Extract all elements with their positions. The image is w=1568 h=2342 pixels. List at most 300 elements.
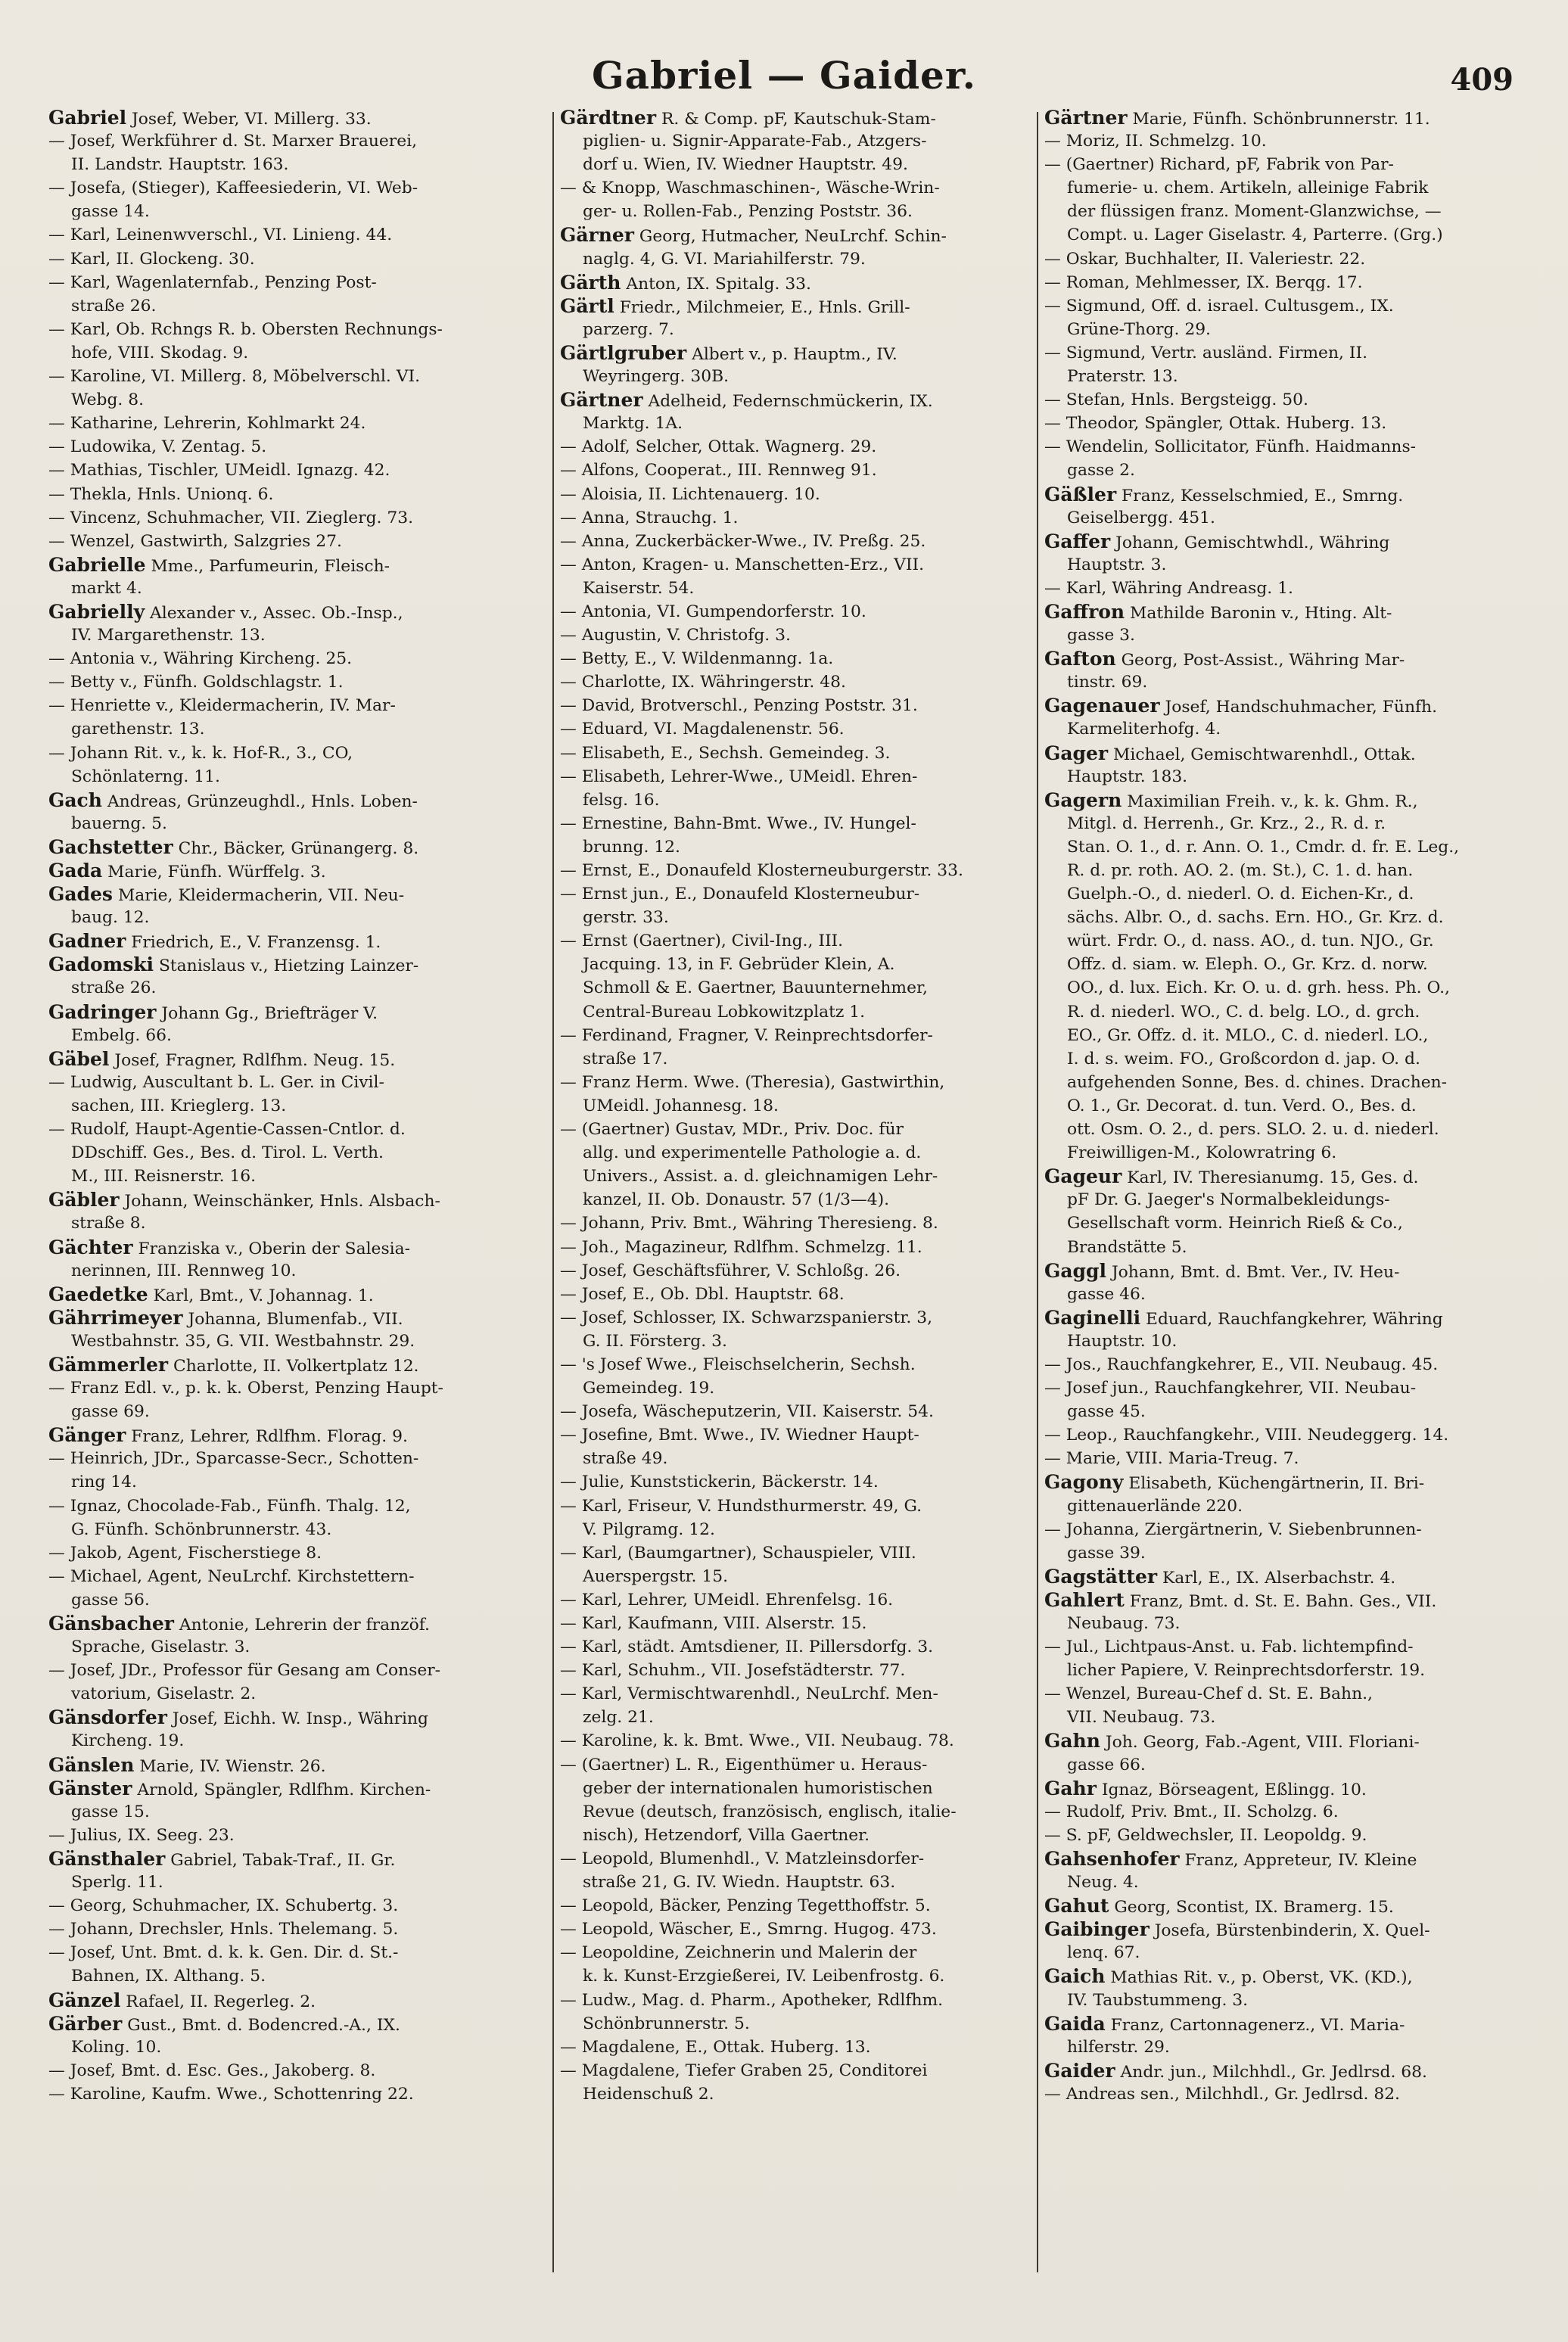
entry-continuation-line [560, 1188, 1037, 1211]
entry-text: — Betty, E., V. Wildenmanng. 1a. [560, 649, 834, 669]
entry-line [48, 1071, 525, 1094]
entry-continuation-line [48, 1871, 525, 1894]
entry-text: — Karl, Leinenwverschl., VI. Linieng. 44. [48, 225, 393, 245]
entry-text: felsg. 16. [583, 790, 660, 810]
entry-text: Eduard, Rauchfangkehrer, Währing [1140, 1309, 1443, 1329]
entry-line [560, 1541, 1037, 1565]
entry-text: — Michael, Agent, NeuLrchf. Kirchstettern- [48, 1566, 415, 1586]
entry-line [560, 1588, 1037, 1612]
entry-text: — Anton, Kragen- u. Manschetten-Erz., VII. [560, 555, 925, 574]
entry-text: — Leopold, Blumenhdl., V. Matzleinsdorfer- [560, 1849, 925, 1868]
entry-continuation-line [560, 318, 1037, 341]
entry-heading-line [1044, 1847, 1514, 1871]
entry-text: — S. pF, Geldwechsler, II. Leopoldg. 9. [1044, 1825, 1367, 1845]
entry-text: Gesellschaft vorm. Heinrich Rieß & Co., [1067, 1214, 1403, 1233]
entry-line [48, 742, 525, 765]
entry-text: — Moriz, II. Schmelzg. 10. [1044, 132, 1267, 151]
entry-text: Karl, IV. Theresianumg. 15, Ges. d. [1122, 1168, 1419, 1188]
entry-text: Central-Bureau Lobkowitzplatz 1. [583, 1002, 866, 1022]
entry-line [48, 1824, 525, 1847]
entry-text: Franz, Lehrer, Rdlfhm. Florag. 9. [126, 1427, 408, 1447]
entry-text: dorf u. Wien, IV. Wiedner Hauptstr. 49. [583, 155, 908, 175]
entry-text: Antonie, Lehrerin der franzöf. [173, 1616, 430, 1634]
entry-text: — Aloisia, II. Lichtenauerg. 10. [560, 484, 820, 504]
surname: Gafton [1044, 648, 1116, 670]
entry-text: baug. 12. [71, 908, 150, 928]
entry-text: — Marie, VIII. Maria-Treug. 7. [1044, 1449, 1299, 1469]
entry-line [560, 1236, 1037, 1259]
entry-line [48, 694, 525, 717]
surname: Gäßler [1044, 483, 1117, 505]
entry-text: R. & Comp. pF, Kautschuk-Stam- [656, 110, 936, 129]
entry-text: — Josef, Geschäftsführer, V. Schloßg. 26. [560, 1261, 901, 1280]
entry-continuation-line [48, 341, 525, 365]
entry-text: — Josef, E., Ob. Dbl. Hauptstr. 68. [560, 1284, 845, 1304]
entry-continuation-line [48, 2036, 525, 2059]
entry-continuation-line [1044, 859, 1514, 882]
entry-line [48, 2059, 525, 2082]
entry-line [48, 223, 525, 247]
entry-text: — Johann, Drechsler, Hnls. Thelemang. 5. [48, 1920, 399, 1939]
entry-continuation-line [48, 1259, 525, 1283]
entry-line [560, 1071, 1037, 1094]
entry-text: zelg. 21. [583, 1708, 654, 1728]
surname: Gänsthaler [48, 1847, 166, 1870]
surname: Gahr [1044, 1777, 1097, 1799]
entry-heading-line [1044, 694, 1514, 717]
surname: Gaich [1044, 1965, 1106, 1988]
entry-text: ger- u. Rollen-Fab., Penzing Poststr. 36. [583, 202, 913, 222]
entry-text: pF Dr. G. Jaeger's Normalbekleidungs- [1067, 1190, 1390, 1210]
entry-continuation-line [1044, 1400, 1514, 1423]
entry-text: — Leopold, Wäscher, E., Smrng. Hugog. 473. [560, 1920, 937, 1939]
surname: Gänger [48, 1424, 126, 1447]
entry-text: Bahnen, IX. Althang. 5. [71, 1967, 266, 1986]
entry-line [560, 717, 1037, 741]
entry-text: EO., Gr. Offz. d. it. MLO., C. d. niederl. LO., [1067, 1025, 1429, 1045]
entry-heading-line [1044, 1729, 1514, 1753]
entry-text: — Franz Herm. Wwe. (Theresia), Gastwirthin, [560, 1072, 945, 1092]
entry-text: — Julie, Kunststickerin, Bäckerstr. 14. [560, 1473, 879, 1492]
surname: Gänslen [48, 1753, 135, 1776]
surname: Gährrimeyer [48, 1306, 183, 1329]
entry-text: Franz, Kesselschmied, E., Smrng. [1116, 486, 1404, 505]
entry-heading-line [48, 1777, 525, 1800]
entry-continuation-line [560, 953, 1037, 976]
entry-text: Mme., Parfumeurin, Fleisch- [145, 556, 390, 576]
entry-text: Friedrich, E., V. Franzensg. 1. [126, 933, 381, 953]
entry-line [560, 1941, 1037, 1964]
entry-line [1044, 1353, 1514, 1376]
surname: Gaedetke [48, 1283, 148, 1305]
entry-line [560, 1612, 1037, 1635]
entry-continuation-line [48, 1470, 525, 1494]
entry-text: Rafael, II. Regerleg. 2. [120, 1992, 316, 2011]
entry-heading-line [48, 1612, 525, 1635]
entry-text: Weyringerg. 30B. [583, 367, 730, 387]
entry-continuation-line [560, 1141, 1037, 1165]
entry-text: tinstr. 69. [1067, 673, 1148, 692]
entry-continuation-line [48, 294, 525, 318]
entry-line [1044, 1447, 1514, 1470]
entry-continuation-line [560, 1964, 1037, 1988]
surname: Gahut [1044, 1895, 1109, 1917]
entry-continuation-line [1044, 882, 1514, 906]
entry-text: würt. Frdr. O., d. nass. AO., d. tun. NJO., Gr. [1067, 932, 1434, 951]
entry-continuation-line [48, 906, 525, 929]
entry-text: Andr. jun., Milchhdl., Gr. Jedlrsd. 68. [1115, 2062, 1427, 2082]
entry-continuation-line [560, 1800, 1037, 1824]
entry-text: — Henriette v., Kleidermacherin, IV. Mar- [48, 696, 396, 716]
entry-text: straße 21, G. IV. Wiedn. Hauptstr. 63. [583, 1873, 896, 1893]
surname: Gahlert [1044, 1588, 1125, 1611]
entry-text: — Heinrich, JDr., Sparcasse-Secr., Schotten- [48, 1449, 419, 1469]
entry-text: Webg. 8. [71, 390, 145, 410]
entry-continuation-line [1044, 176, 1514, 200]
entry-text: Kircheng. 19. [71, 1731, 185, 1751]
entry-text: straße 26. [71, 978, 157, 998]
entry-continuation-line [560, 577, 1037, 600]
entry-continuation-line [560, 1871, 1037, 1894]
entry-line [48, 129, 525, 153]
entry-continuation-line [48, 624, 525, 647]
entry-text: Koling. 10. [71, 2037, 162, 2057]
surname: Gärdtner [560, 107, 657, 129]
entry-continuation-line [1044, 976, 1514, 1000]
entry-text: nerinnen, III. Rennweg 10. [71, 1261, 297, 1280]
entry-continuation-line [560, 129, 1037, 153]
entry-line [560, 1917, 1037, 1941]
entry-text: — Antonia v., Währing Kircheng. 25. [48, 649, 353, 669]
entry-line [1044, 2082, 1514, 2106]
entry-text: Georg, Scontist, IX. Bramerg. 15. [1109, 1898, 1394, 1917]
entry-continuation-line [560, 365, 1037, 388]
entry-text: — Anna, Strauchg. 1. [560, 508, 739, 527]
entry-continuation-line [48, 812, 525, 835]
entry-line [48, 1941, 525, 1964]
entry-line [48, 670, 525, 694]
entry-continuation-line [560, 1376, 1037, 1400]
entry-line [1044, 341, 1514, 365]
entry-text: — Johann Rit. v., k. k. Hof-R., 3., CO, [48, 743, 353, 763]
entry-line [560, 1894, 1037, 1917]
entry-continuation-line [1044, 1188, 1514, 1211]
entry-text: — Antonia, VI. Gumpendorferstr. 10. [560, 602, 866, 621]
entry-line [560, 553, 1037, 577]
entry-text: sächs. Albr. O., d. sachs. Ern. HO., Gr. Krz. d. [1067, 908, 1444, 928]
entry-text: I. d. s. weim. FO., Großcordon d. jap. O. d. [1067, 1049, 1420, 1068]
entry-text: — Magdalene, Tiefer Graben 25, Conditorei [560, 2061, 928, 2080]
entry-text: — Rudolf, Priv. Bmt., II. Scholzg. 6. [1044, 1802, 1339, 1821]
entry-continuation-line [48, 1518, 525, 1541]
entry-line [560, 670, 1037, 694]
entry-continuation-line [1044, 1871, 1514, 1894]
entry-text: — 's Josef Wwe., Fleischselcherin, Sechsh. [560, 1355, 916, 1374]
entry-text: — Josefa, (Stieger), Kaffeesiederin, VI. Web- [48, 179, 418, 198]
entry-text: — Jos., Rauchfangkehrer, E., VII. Neubaug. 45. [1044, 1355, 1439, 1374]
entry-line [560, 1118, 1037, 1141]
page-number: 409 [1450, 62, 1514, 98]
entry-line [1044, 1800, 1514, 1824]
entry-text: — Julius, IX. Seeg. 23. [48, 1825, 235, 1845]
entry-text: sachen, III. Krieglerg. 13. [71, 1096, 287, 1115]
entry-text: — (Gaertner) Gustav, MDr., Priv. Doc. für [560, 1120, 904, 1140]
entry-heading-line [48, 882, 525, 906]
entry-text: — Ernestine, Bahn-Bmt. Wwe., IV. Hungel- [560, 813, 916, 833]
entry-line [560, 176, 1037, 200]
entry-line [48, 459, 525, 482]
surname: Gaider [1044, 2059, 1115, 2082]
entry-continuation-line [48, 1024, 525, 1047]
surname: Gachstetter [48, 835, 173, 858]
entry-text: Johann Gg., Briefträger V. [156, 1003, 378, 1023]
entry-heading-line [1044, 1565, 1514, 1588]
entry-continuation-line [48, 717, 525, 741]
entry-text: gasse 14. [71, 202, 150, 222]
entry-continuation-line [1044, 1118, 1514, 1141]
entry-continuation-line [560, 2082, 1037, 2106]
entry-text: piglien- u. Signir-Apparate-Fab., Atzgers- [583, 132, 927, 151]
entry-line [48, 365, 525, 388]
entry-text: II. Landstr. Hauptstr. 163. [71, 155, 289, 175]
entry-text: DDschiff. Ges., Bes. d. Tirol. L. Verth. [71, 1143, 384, 1163]
entry-line [1044, 1824, 1514, 1847]
entry-line [1044, 435, 1514, 459]
entry-text: Andreas, Grünzeughdl., Hnls. Loben- [101, 792, 418, 811]
entry-text: parzerg. 7. [583, 319, 674, 339]
surname: Gäbel [48, 1047, 110, 1070]
entry-line [48, 318, 525, 341]
entry-text: G. II. Försterg. 3. [583, 1331, 727, 1351]
surname: Gärtner [1044, 107, 1128, 129]
entry-text: straße 26. [71, 296, 157, 316]
entry-heading-line [48, 1236, 525, 1259]
surname: Gächter [48, 1236, 133, 1258]
entry-text: — (Gaertner) L. R., Eigenthümer u. Heraus- [560, 1755, 928, 1774]
entry-continuation-line [560, 1094, 1037, 1118]
entry-text: Albert v., p. Hauptm., IV. [686, 344, 898, 364]
entry-text: — Georg, Schuhmacher, IX. Schubertg. 3. [48, 1896, 399, 1916]
entry-continuation-line [560, 906, 1037, 929]
surname: Gadner [48, 930, 126, 953]
entry-text: Johanna, Blumenfab., VII. [182, 1309, 403, 1329]
entry-text: Marktg. 1A. [583, 414, 683, 434]
entry-text: — Rudolf, Haupt-Agentie-Cassen-Cntlor. d. [48, 1120, 406, 1140]
entry-text: Alexander v., Assec. Ob.-Insp., [145, 603, 403, 623]
entry-text: — Adolf, Selcher, Ottak. Wagnerg. 29. [560, 437, 877, 457]
entry-text: bauerng. 5. [71, 813, 167, 833]
entry-text: OO., d. lux. Eich. Kr. O. u. d. grh. hess. Ph. O., [1067, 978, 1450, 998]
entry-text: Kaiserstr. 54. [583, 578, 695, 598]
entry-line [560, 1682, 1037, 1706]
surname: Gämmerler [48, 1353, 169, 1376]
entry-text: Neug. 4. [1067, 1873, 1139, 1893]
surname: Gabrielly [48, 600, 145, 623]
entry-line [560, 483, 1037, 506]
entry-text: Guelph.-O., d. niederl. O. d. Eichen-Kr., d. [1067, 885, 1414, 904]
entry-text: — Josef, Schlosser, IX. Schwarzspanierstr. 3, [560, 1308, 933, 1327]
entry-text: Chr., Bäcker, Grünangerg. 8. [173, 838, 419, 858]
entry-line [48, 1447, 525, 1470]
entry-text: — Josef, JDr., Professor für Gesang am Conser- [48, 1661, 441, 1681]
entry-text: — Elisabeth, E., Sechsh. Gemeindeg. 3. [560, 743, 891, 763]
entry-heading-line [48, 859, 525, 882]
entry-text: Franz, Appreteur, IV. Kleine [1179, 1850, 1417, 1870]
entry-heading-line [48, 929, 525, 953]
entry-text: — Josefa, Wäscheputzerin, VII. Kaiserstr. 54. [560, 1402, 934, 1422]
entry-line [48, 1659, 525, 1682]
entry-heading-line [560, 388, 1037, 412]
entry-continuation-line [48, 153, 525, 176]
entry-text: geber der internationalen humoristischen [583, 1778, 933, 1798]
entry-text: Marie, Kleidermacherin, VII. Neu- [113, 886, 405, 906]
entry-line [48, 1541, 525, 1565]
entry-text: Offz. d. siam. w. Eleph. O., Gr. Krz. d. norw. [1067, 955, 1428, 975]
entry-heading-line [48, 1753, 525, 1777]
entry-line [560, 1659, 1037, 1682]
surname: Gagony [1044, 1471, 1124, 1494]
entry-text: Compt. u. Lager Giselastr. 4, Parterre. (Grg.) [1067, 225, 1443, 245]
entry-continuation-line [1044, 1541, 1514, 1565]
entry-continuation-line [560, 788, 1037, 812]
entry-text: — Ludw., Mag. d. Pharm., Apotheker, Rdlfhm. [560, 1990, 944, 2010]
entry-text: markt 4. [71, 578, 142, 598]
surname: Gadringer [48, 1000, 157, 1023]
entry-text: Grüne-Thorg. 29. [1067, 319, 1211, 339]
entry-text: — Ernst, E., Donaufeld Klosterneuburgerstr. 33. [560, 861, 963, 880]
entry-heading-line [48, 2012, 525, 2036]
entry-continuation-line [560, 976, 1037, 1000]
entry-continuation-line [48, 1330, 525, 1353]
entry-line [1044, 1423, 1514, 1447]
entry-heading-line [1044, 2012, 1514, 2036]
entry-text: Joh. Georg, Fab.-Agent, VIII. Floriani- [1100, 1733, 1420, 1753]
entry-text: Brandstätte 5. [1067, 1237, 1187, 1257]
entry-text: Jacquing. 13, in F. Gebrüder Klein, A. [583, 955, 895, 975]
entry-text: M., III. Reisnerstr. 16. [71, 1167, 257, 1187]
surname: Gaida [1044, 2012, 1106, 2035]
entry-text: Mathilde Baronin v., Hting. Alt- [1125, 603, 1392, 623]
entry-heading-line [48, 1706, 525, 1729]
entry-line [48, 647, 525, 670]
surname: Gagstätter [1044, 1565, 1158, 1588]
entry-line [48, 1376, 525, 1400]
entry-line [560, 2036, 1037, 2059]
entry-text: der flüssigen franz. Moment-Glanzwichse, — [1067, 202, 1442, 222]
entry-text: Elisabeth, Küchengärtnerin, II. Bri- [1123, 1474, 1425, 1494]
entry-heading-line [560, 341, 1037, 365]
entry-text: vatorium, Giselastr. 2. [71, 1684, 257, 1704]
entry-text: Gemeindeg. 19. [583, 1379, 715, 1398]
entry-text: Mathias Rit. v., p. Oberst, VK. (KD.), [1105, 1968, 1413, 1988]
entry-line [1044, 1376, 1514, 1400]
entry-line [560, 459, 1037, 482]
entry-continuation-line [1044, 624, 1514, 647]
entry-text: R. d. niederl. WO., C. d. belg. LO., d. grch. [1067, 1002, 1420, 1022]
entry-text: — Leopoldine, Zeichnerin und Malerin der [560, 1943, 917, 1963]
entry-line [560, 506, 1037, 530]
entry-line [1044, 129, 1514, 153]
entry-text: nisch), Hetzendorf, Villa Gaertner. [583, 1825, 870, 1845]
entry-text: — Karl, Wagenlaternfab., Penzing Post- [48, 272, 377, 292]
entry-line [560, 1753, 1037, 1777]
entry-heading-line [560, 106, 1037, 129]
entry-text: — Magdalene, E., Ottak. Huberg. 13. [560, 2037, 871, 2057]
entry-text: — Theodor, Spängler, Ottak. Huberg. 13. [1044, 414, 1387, 434]
entry-text: aufgehenden Sonne, Bes. d. chines. Drachen- [1067, 1072, 1448, 1092]
entry-text: UMeidl. Johannesg. 18. [583, 1096, 779, 1115]
entry-continuation-line [48, 1588, 525, 1612]
column-divider [1037, 112, 1038, 2272]
entry-continuation-line [1044, 953, 1514, 976]
entry-line [560, 647, 1037, 670]
entry-text: — Ferdinand, Fragner, V. Reinprechtsdorfer- [560, 1025, 933, 1045]
entry-continuation-line [48, 765, 525, 788]
entry-continuation-line [1044, 929, 1514, 953]
entry-text: Schmoll & E. Gaertner, Bauunternehmer, [583, 978, 928, 998]
entry-text: lenq. 67. [1067, 1943, 1140, 1963]
entry-continuation-line [1044, 200, 1514, 223]
surname: Gärber [48, 2012, 123, 2035]
entry-continuation-line [1044, 812, 1514, 835]
surname: Gahsenhofer [1044, 1847, 1180, 1870]
entry-text: — Karl, (Baumgartner), Schauspieler, VIII. [560, 1543, 916, 1563]
entry-text: Univers., Assist. a. d. gleichnamigen Lehr- [583, 1167, 938, 1187]
entry-heading-line [1044, 1964, 1514, 1988]
entry-line [560, 929, 1037, 953]
entry-continuation-line [560, 1565, 1037, 1588]
entry-line [560, 530, 1037, 553]
entry-text: — David, Brotverschl., Penzing Poststr. 31. [560, 696, 918, 716]
entry-text: IV. Taubstummeng. 3. [1067, 1990, 1249, 2010]
entry-line [48, 1917, 525, 1941]
entry-line [560, 1847, 1037, 1871]
directory-column-2 [560, 106, 1037, 2106]
entry-line [48, 1494, 525, 1518]
entry-heading-line [1044, 647, 1514, 670]
entry-continuation-line [48, 388, 525, 412]
entry-heading-line [48, 835, 525, 859]
entry-text: — Thekla, Hnls. Unionq. 6. [48, 484, 274, 504]
entry-heading-line [1044, 742, 1514, 765]
entry-heading-line [1044, 788, 1514, 812]
entry-line [560, 1283, 1037, 1306]
entry-text: — Ludwig, Auscultant b. L. Ger. in Civil- [48, 1072, 384, 1092]
entry-text: hilferstr. 29. [1067, 2037, 1170, 2057]
entry-heading-line [560, 223, 1037, 247]
entry-continuation-line [560, 1047, 1037, 1071]
entry-line [560, 2059, 1037, 2082]
entry-line [560, 1024, 1037, 1047]
entry-continuation-line [1044, 670, 1514, 694]
entry-text: V. Pilgramg. 12. [583, 1519, 715, 1539]
entry-text: gasse 45. [1067, 1402, 1146, 1422]
entry-continuation-line [1044, 318, 1514, 341]
entry-text: gasse 46. [1067, 1284, 1146, 1304]
entry-line [560, 1494, 1037, 1518]
entry-text: — Josef, Bmt. d. Esc. Ges., Jakoberg. 8. [48, 2061, 376, 2080]
entry-text: brunng. 12. [583, 837, 680, 857]
entry-text: Josef, Weber, VI. Millerg. 33. [126, 110, 372, 129]
entry-text: Schönbrunnerstr. 5. [583, 2014, 750, 2033]
entry-text: — Ernst jun., E., Donaufeld Klosterneubur- [560, 885, 920, 904]
entry-continuation-line [48, 1094, 525, 1118]
entry-continuation-line [1044, 1211, 1514, 1235]
entry-continuation-line [1044, 1989, 1514, 2012]
entry-text: — Sigmund, Off. d. israel. Cultusgem., IX. [1044, 296, 1394, 316]
surname: Gaginelli [1044, 1306, 1141, 1329]
entry-line [48, 1565, 525, 1588]
